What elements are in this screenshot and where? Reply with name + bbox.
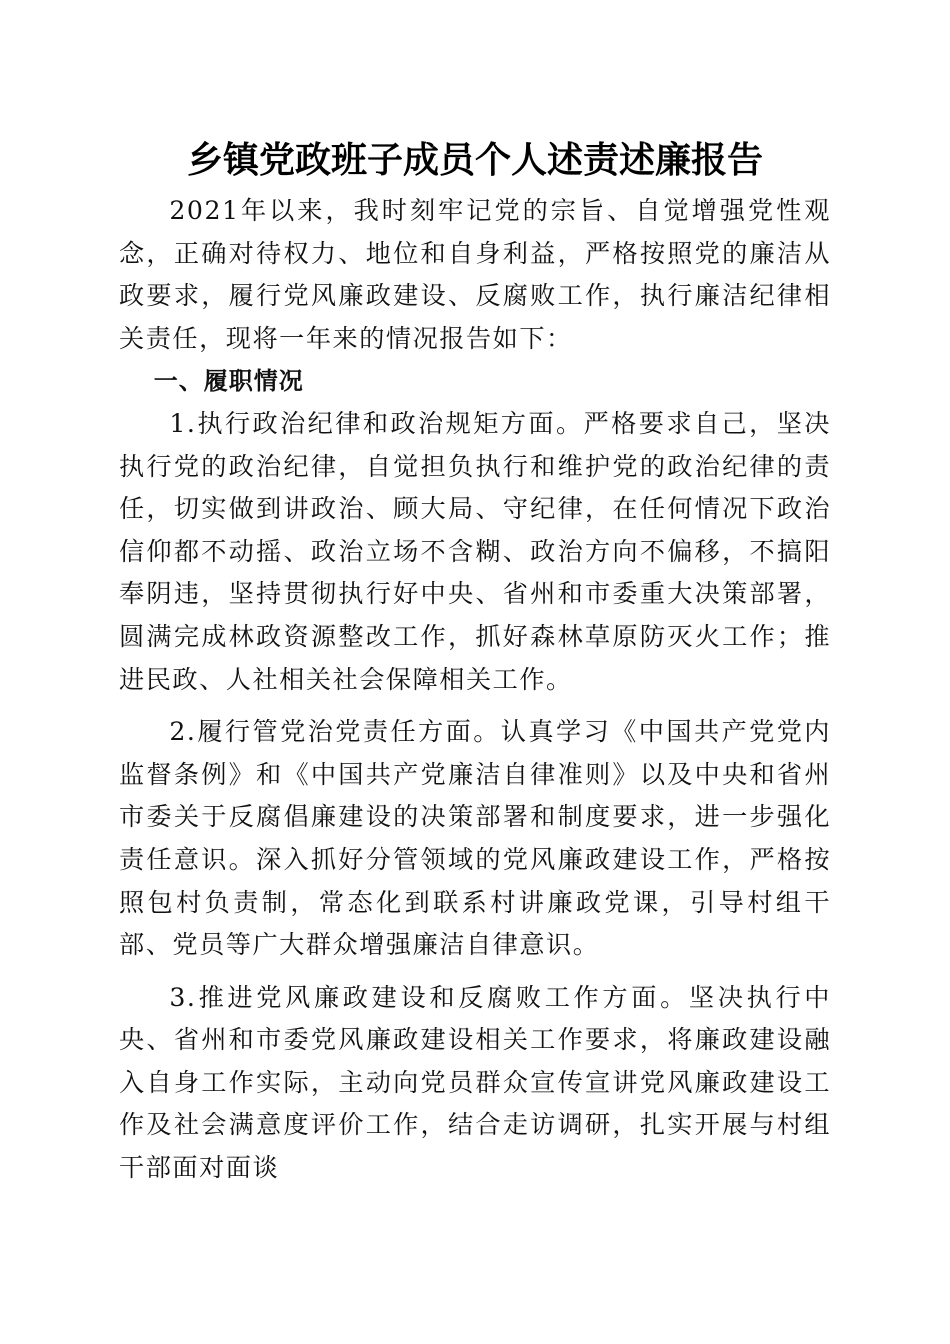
item-political-discipline: 1.执行政治纪律和政治规矩方面。严格要求自己，坚决执行党的政治纪律，自觉担负执行和维护党的政治纪律的责任，切实做到讲政治、顾大局、守纪律，在任何情况下政治信仰都不动摇、政治立场不含糊、政治方向不偏移，不搞阳奉阴违，坚持贯彻执行好中央、省州和市委重大决策部署，圆满完成林政资源整改工作，抓好森林草原防灭火工作；推进民政、人社相关社会保障相关工作。 [119,408,831,694]
section-heading-performance: 一、履职情况 [153,367,304,396]
paragraph-gap [119,967,831,977]
item-party-governance: 2.履行管党治党责任方面。认真学习《中国共产党党内监督条例》和《中国共产党廉洁自律准则》以及中央和省州市委关于反腐倡廉建设的决策部署和制度要求，进一步强化责任意识。深入抓好分管领域的党风廉政建设工作，严格按照包村负责制，常态化到联系村讲廉政党课，引导村组干部、党员等广大群众增强廉洁自律意识。 [119,717,831,960]
document-title: 乡镇党政班子成员个人述责述廉报告 [186,139,763,181]
document-body [119,190,831,1190]
item-anti-corruption: 3.推进党风廉政建设和反腐败工作方面。坚决执行中央、省州和市委党风廉政建设相关工作要求，将廉政建设融入自身工作实际，主动向党员群众宣传宣讲党风廉政建设工作及社会满意度评价工作，结合走访调研，扎实开展与村组干部面对面谈 [119,982,831,1183]
paragraph-gap [119,701,831,711]
intro-paragraph: 2021年以来，我时刻牢记党的宗旨、自觉增强党性观念，正确对待权力、地位和自身利益，严格按照党的廉洁从政要求，履行党风廉政建设、反腐败工作，执行廉洁纪律相关责任，现将一年来的情况报告如下： [119,196,831,353]
